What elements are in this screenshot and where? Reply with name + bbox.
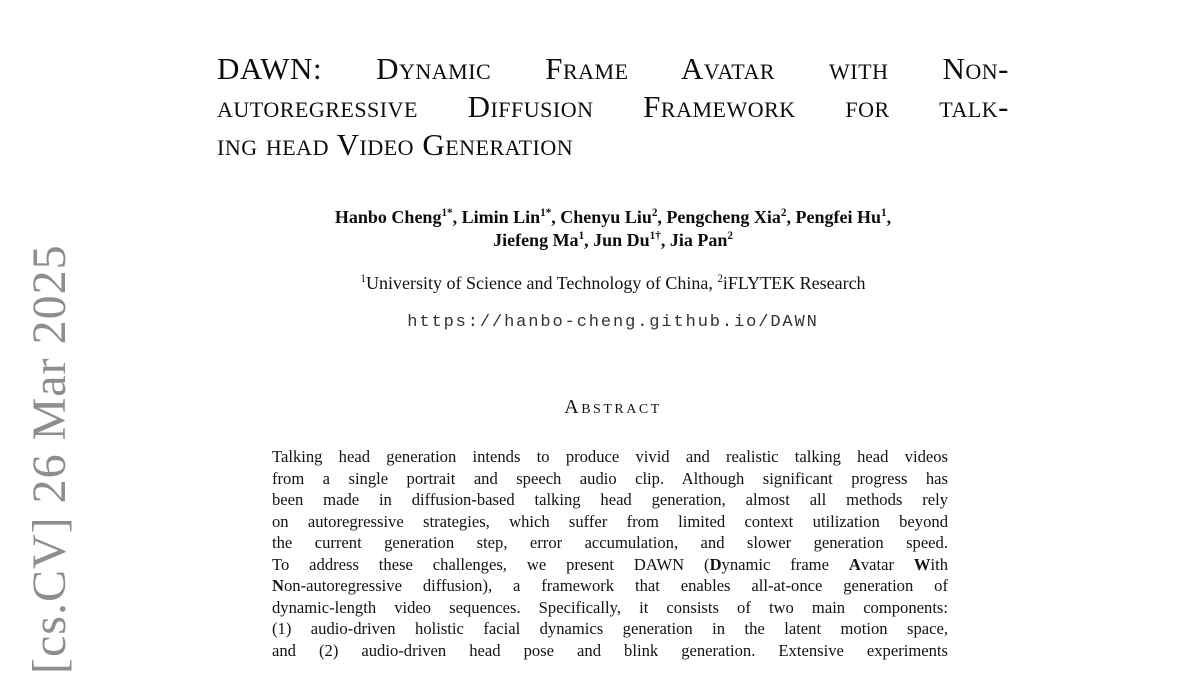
text-segment: University of Science and Technology of China, — [366, 273, 718, 293]
text-segment: Jiefeng Ma — [493, 230, 579, 250]
text-segment: 2 — [717, 273, 723, 285]
text-segment: A — [848, 554, 861, 574]
abstract-heading: Abstract — [564, 396, 662, 418]
text-line — [272, 511, 948, 533]
text-segment: (1) audio-driven holistic facial dynamics generation in the latent motion space, — [272, 619, 948, 638]
text-segment: 1 — [881, 207, 887, 219]
text-line — [217, 126, 1009, 164]
text-line — [272, 618, 948, 640]
text-segment: on autoregressive strategies, which suffer from limited context utilization beyond — [272, 511, 948, 531]
text-line — [217, 229, 1009, 252]
text-segment: 1* — [540, 207, 552, 219]
text-segment: on-autoregressive diffusion), a framework that enables all-at-once generation of — [283, 576, 948, 595]
text-segment: W — [913, 554, 931, 574]
text-segment: 1 — [578, 230, 585, 242]
affiliations — [217, 272, 1009, 294]
text-segment: 1† — [649, 230, 661, 242]
text-segment: vatar — [860, 554, 914, 574]
text-segment: To address these challenges, we present DAWN ( — [272, 554, 710, 574]
text-segment: 1 — [360, 273, 366, 285]
text-segment: , Jun Du — [584, 230, 650, 250]
text-line — [272, 575, 948, 597]
paper-title — [217, 50, 1009, 164]
text-segment: and (2) audio-driven head pose and blink generation. Extensive experiments — [272, 640, 948, 660]
text-line — [217, 272, 1009, 294]
text-segment: Hanbo Cheng — [334, 207, 442, 227]
text-segment: , Chenyu Liu — [551, 207, 652, 227]
text-segment: ynamic frame — [721, 554, 849, 574]
project-url-link[interactable]: https://hanbo-cheng.github.io/DAWN — [407, 313, 819, 332]
text-segment: , — [886, 207, 892, 227]
text-segment: 1* — [441, 207, 453, 219]
text-segment: , Limin Lin — [452, 207, 541, 227]
text-segment: , Pengfei Hu — [786, 207, 881, 227]
text-segment: Talking head generation intends to produce vivid and realistic talking head videos — [272, 447, 948, 466]
text-segment: iFLYTEK Research — [722, 273, 866, 293]
text-line — [272, 468, 948, 490]
text-segment: 2 — [780, 207, 787, 219]
text-segment: , Jia Pan — [660, 230, 728, 250]
text-segment: the current generation step, error accumulation, and slower generation speed. — [272, 533, 948, 552]
text-line — [217, 50, 1009, 88]
author-list — [217, 206, 1009, 252]
text-segment: dynamic-length video sequences. Specifically, it consists of two main components: — [272, 597, 948, 617]
text-segment: from a single portrait and speech audio clip. Although significant progress has — [272, 468, 948, 488]
text-segment: N — [272, 576, 284, 595]
text-segment: autoregressive Diffusion Framework for talk- — [217, 89, 1009, 124]
text-segment: D — [709, 554, 722, 574]
text-segment: ith — [930, 554, 948, 574]
abstract-text — [272, 446, 948, 661]
text-line — [272, 532, 948, 554]
text-line — [217, 206, 1009, 229]
text-line — [272, 597, 948, 619]
text-segment: 2 — [727, 230, 733, 242]
text-segment: , Pengcheng Xia — [657, 207, 781, 227]
text-line — [272, 554, 948, 576]
text-line — [272, 446, 948, 468]
text-line — [272, 489, 948, 511]
text-segment: been made in diffusion-based talking head generation, almost all methods rely — [272, 490, 948, 509]
text-segment: 2 — [651, 207, 658, 219]
text-segment: ing head Video Generation — [217, 127, 574, 162]
text-line — [272, 640, 948, 662]
text-segment: DAWN: Dynamic Frame Avatar with Non- — [217, 51, 1009, 86]
arxiv-watermark: [cs.CV] 26 Mar 2025 — [23, 244, 76, 674]
text-line — [217, 88, 1009, 126]
